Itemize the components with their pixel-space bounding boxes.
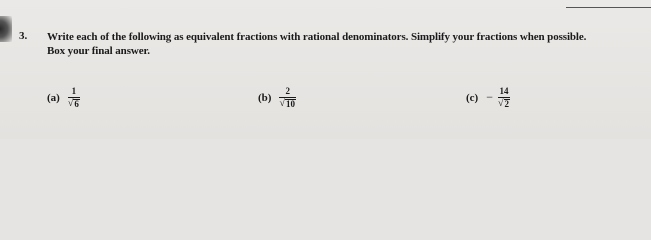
denominator-radical [68, 99, 80, 109]
radical-sign: √ [498, 98, 504, 109]
part-label: (c) [466, 91, 479, 104]
fraction [498, 86, 510, 109]
part-label: (b) [258, 91, 272, 104]
prompt-line-2: Box your final answer. [47, 45, 150, 57]
answer-line [566, 7, 651, 8]
part-label: (a) [47, 91, 60, 104]
part-c [466, 86, 510, 109]
negative-sign: − [486, 90, 493, 104]
fraction [68, 86, 80, 109]
fraction [279, 86, 296, 109]
radicand: 2 [504, 99, 509, 109]
denominator-radical [498, 99, 510, 109]
radicand: 6 [74, 99, 79, 109]
part-a [47, 86, 80, 109]
page-edge-shadow [0, 16, 12, 42]
numerator: 1 [71, 86, 77, 96]
numerator: 2 [285, 86, 290, 96]
radical-sign: √ [67, 98, 74, 109]
question-prompt [47, 30, 647, 58]
radicand: 10 [285, 99, 295, 109]
denominator-radical [279, 99, 296, 109]
part-b [258, 86, 296, 109]
numerator: 14 [499, 86, 509, 96]
question-number: 3. [19, 30, 28, 42]
prompt-line-1: Write each of the following as equivalent fractions with rational denominators. Simplify your fractions when possible. [47, 31, 587, 43]
radical-sign: √ [279, 98, 285, 109]
